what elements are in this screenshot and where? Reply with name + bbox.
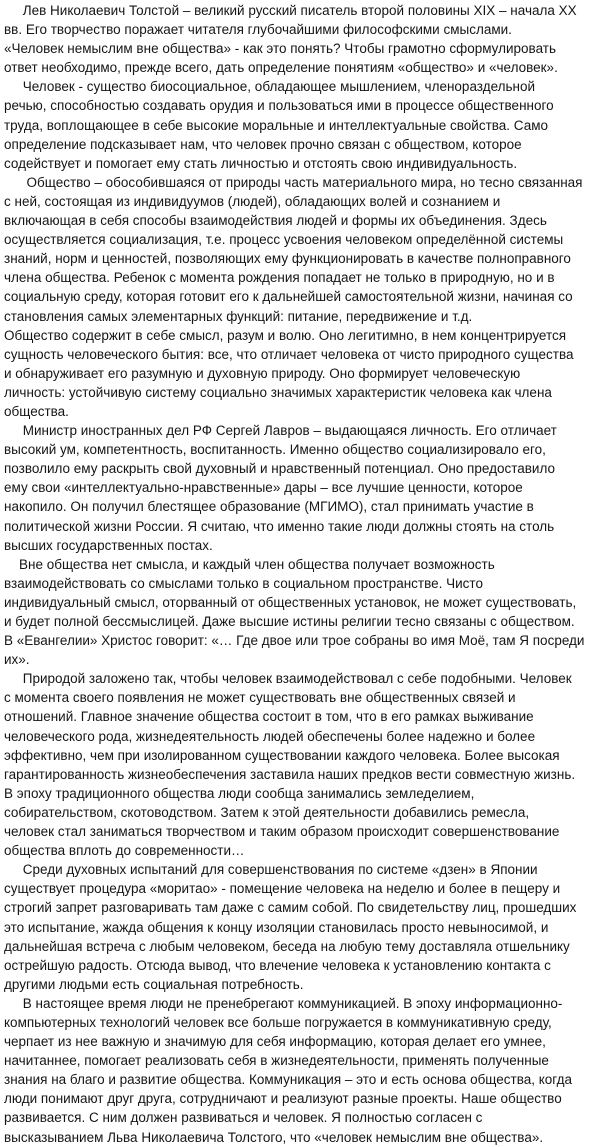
- text-line: знания на благо и развитие общества. Коммуникация – это и есть основа общества, когда: [4, 1072, 573, 1088]
- text-line: позволило ему раскрыть свой духовный и нравственный потенциал. Оно предоставило: [4, 461, 556, 477]
- text-line: сущность человеческого бытия: все, что отличает человека от чисто природного существа: [4, 346, 574, 362]
- text-line: черпает из нее важную и значимую для себя информацию, которая делает его умнее,: [4, 1034, 546, 1050]
- paragraph: [4, 994, 598, 1147]
- text-line: Среди духовных испытаний для совершенствования по системе «дзен» в Японии: [4, 862, 538, 878]
- text-line: существует процедура «моритао» - помещение человека на неделю и более в пещеру и: [4, 881, 561, 897]
- text-line: социальную среду, которая готовит его к дальнейшей самостоятельной жизни, начиная со: [4, 289, 573, 305]
- text-line: острейшую радость. Отсюда вывод, что влечение человека к установлению контакта с: [4, 957, 551, 973]
- paragraph: [4, 173, 598, 421]
- text-line: люди понимают друг друга, сотрудничают и реализуют разные проекты. Наше общество: [4, 1091, 562, 1107]
- text-line: политической жизни России. Я считаю, что именно такие люди должны стоять на столь: [4, 518, 555, 534]
- text-line: личность: устойчивую систему социально значимых характеристик человека как члена: [4, 384, 552, 400]
- text-line: высших государственных постах.: [4, 537, 213, 553]
- text-line: компьютерных технологий человек все больше погружается в коммуникативную среду,: [4, 1014, 552, 1030]
- text-line: человеческого рода, жизнедеятельность людей обеспечены более надежно и более: [4, 728, 536, 744]
- text-line: Общество – обособившаяся от природы часть материального мира, но тесно связанная: [4, 174, 583, 190]
- text-line: ему свои «интеллектуально-нравственные» дары – все лучшие ценности, которое: [4, 480, 523, 496]
- text-line: развивается. С ним должен развиваться и человек. Я полностью согласен с: [4, 1110, 483, 1126]
- text-line: Вне общества нет смысла, и каждый член общества получает возможность: [4, 556, 495, 572]
- text-line: вв. Его творчество поражает читателя глубочайшими философскими смыслами.: [4, 22, 512, 38]
- text-line: и будет полной бессмыслицей. Даже высшие истины религии тесно связаны с обществом.: [4, 614, 575, 629]
- paragraph: [4, 860, 598, 994]
- text-line: определение подсказывает нам, что человек прочно связан с обществом, которое: [4, 136, 522, 152]
- text-line: отношений. Главное значение общества состоит в том, что в его рамках выживание: [4, 709, 534, 725]
- text-line: начитаннее, помогает реализовать себя в жизнедеятельности, применять полученные: [4, 1053, 549, 1069]
- paragraph: [4, 1, 598, 77]
- text-line: Министр иностранных дел РФ Сергей Лавров – выдающаяся личность. Его отличает: [4, 423, 557, 439]
- text-line: общества.: [4, 403, 69, 419]
- text-line: с ней, состоящая из индивидуумов (людей), обладающих волей и сознанием и: [4, 193, 501, 209]
- text-line: высказыванием Льва Николаевича Толстого, что «человек немыслим вне общества».: [4, 1129, 544, 1145]
- text-line: высокий ум, компетентность, воспитанность. Именно общество социализировало его,: [4, 442, 546, 458]
- text-line: содействует и помогает ему стать личностью и отстоять свою индивидуальность.: [4, 155, 518, 171]
- text-line: Природой заложено так, чтобы человек взаимодействовал с себе подобными. Человек: [4, 671, 572, 687]
- paragraph: [4, 77, 598, 172]
- text-line: эффективно, чем при изолированном существовании каждого человека. Более высокая: [4, 747, 560, 763]
- text-line: собирательством, скотоводством. Затем к этой деятельности добавились ремесла,: [4, 804, 530, 820]
- text-line: и обнаруживает его разумную и духовную природу. Оно формирует человеческую: [4, 365, 521, 381]
- text-line: ответ необходимо, прежде всего, дать определение понятиям «общество» и «человек».: [4, 60, 558, 76]
- text-line: индивидуальный смысл, оторванный от общественных установок, не может существовать,: [4, 594, 577, 610]
- paragraph: [4, 555, 598, 670]
- paragraph: [4, 421, 598, 555]
- text-line: В настоящее время люди не пренебрегают коммуникацией. В эпоху информационно-: [4, 995, 563, 1011]
- text-line: гарантированность жизнеобеспечения заставила наших предков вести совместную жизнь.: [4, 766, 576, 782]
- text-line: строгий запрет разговаривать там даже с самим собой. По свидетельству лиц, прошедших: [4, 900, 577, 916]
- text-line: дальнейшая встреча с любым человеком, беседа на любую тему доставляла отшельнику: [4, 938, 570, 954]
- text-line: Лев Николаевич Толстой – великий русский писатель второй половины XIX – начала XX: [4, 3, 577, 18]
- text-line: человек стал заниматься творчеством и таким образом происходит совершенствование: [4, 824, 560, 840]
- text-line: речью, способностью создавать орудия и пользоваться ими в процессе общественного: [4, 98, 554, 114]
- text-line: общества вплоть до современности…: [4, 843, 245, 859]
- text-line: знаний, норм и ценностей, позволяющих ему функционировать в качестве полноправного: [4, 251, 571, 267]
- text-line: осуществляется социализация, т.е. процесс усвоения человеком определённой системы: [4, 232, 564, 248]
- text-line: взаимодействовать со смыслами только в социальном пространстве. Чисто: [4, 575, 483, 591]
- text-line: В эпоху традиционного общества люди сообща занимались земледелием,: [4, 785, 475, 801]
- text-line: другими людьми есть социальная потребность.: [4, 976, 304, 992]
- text-line: накопило. Он получил блестящее образование (МГИМО), стал принимать участие в: [4, 499, 534, 515]
- text-line: включающая в себя способы взаимодействия людей и формы их объединения. Здесь: [4, 213, 547, 229]
- text-line: с момента своего появления не может существовать вне общественных связей и: [4, 690, 516, 706]
- text-line: В «Евангелии» Христос говорит: «… Где двое или трое собраны во имя Моё, там Я посреди: [4, 633, 585, 649]
- paragraph: [4, 669, 598, 860]
- text-line: «Человек немыслим вне общества» - как это понять? Чтобы грамотно сформулировать: [4, 41, 556, 57]
- text-line: это испытание, жажда общения к концу изоляции становилась просто невыносимой, и: [4, 919, 549, 935]
- text-line: становления самых элементарных функций: питание, передвижение и т.д.: [4, 308, 473, 324]
- text-line: их».: [4, 652, 30, 668]
- text-line: члена общества. Ребенок с момента рождения попадает не только в природную, но и в: [4, 270, 555, 286]
- text-line: Общество содержит в себе смысл, разум и волю. Оно легитимно, в нем концентрируется: [4, 327, 567, 343]
- text-line: труда, воплощающее в себе высокие моральные и интеллектуальные свойства. Само: [4, 117, 549, 133]
- text-line: Человек - существо биосоциальное, обладающее мышлением, членораздельной: [4, 79, 536, 95]
